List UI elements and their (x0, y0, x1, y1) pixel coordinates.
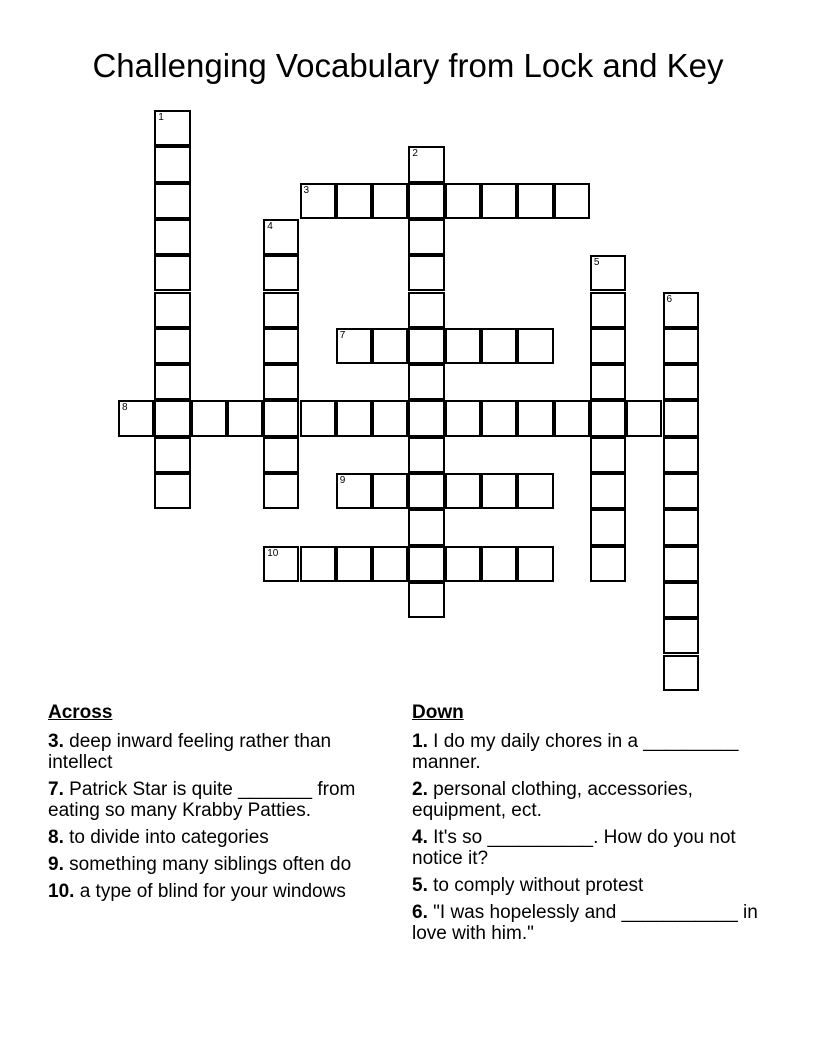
down-clue-4 (412, 827, 762, 869)
grid-cell[interactable] (263, 437, 299, 473)
clue-text: something many siblings often do (69, 854, 352, 875)
grid-cell[interactable] (663, 364, 699, 400)
clue-text: "I was hopelessly and ___________ in love with him." (412, 902, 758, 944)
grid-cell[interactable] (300, 400, 336, 436)
grid-cell[interactable] (154, 183, 190, 219)
cell-number: 5 (593, 257, 600, 269)
cell-number: 6 (666, 293, 673, 305)
grid-cell[interactable] (154, 110, 190, 146)
clue-text: personal clothing, accessories, equipment, ect. (412, 779, 693, 821)
grid-cell[interactable] (408, 364, 444, 400)
grid-cell[interactable] (481, 473, 517, 509)
down-clue-2 (412, 779, 762, 821)
grid-cell[interactable] (408, 509, 444, 545)
grid-cell[interactable] (554, 183, 590, 219)
clue-number: 5. (412, 875, 428, 896)
grid-cell[interactable] (590, 400, 626, 436)
down-clue-1 (412, 731, 762, 773)
grid-cell[interactable] (517, 473, 553, 509)
grid-cell[interactable] (263, 546, 299, 582)
grid-cell[interactable] (590, 473, 626, 509)
grid-cell[interactable] (372, 400, 408, 436)
grid-cell[interactable] (517, 328, 553, 364)
grid-cell[interactable] (263, 255, 299, 291)
grid-cell[interactable] (372, 183, 408, 219)
clue-number: 4. (412, 827, 428, 848)
clue-text: deep inward feeling rather than intellect (48, 731, 332, 773)
grid-cell[interactable] (554, 400, 590, 436)
clue-number: 6. (412, 902, 428, 923)
grid-cell[interactable] (590, 364, 626, 400)
grid-cell[interactable] (300, 546, 336, 582)
grid-cell[interactable] (481, 183, 517, 219)
grid-cell[interactable] (408, 328, 444, 364)
down-clue-6 (412, 902, 762, 944)
clue-text: Patrick Star is quite _______ from eating so many Krabby Patties. (48, 779, 356, 821)
grid-cell[interactable] (590, 328, 626, 364)
across-clue-8 (48, 827, 393, 848)
grid-cell[interactable] (154, 255, 190, 291)
grid-cell[interactable] (445, 328, 481, 364)
grid-cell[interactable] (663, 400, 699, 436)
grid-cell[interactable] (590, 437, 626, 473)
cell-number: 2 (412, 148, 418, 160)
grid-cell[interactable] (263, 328, 299, 364)
clue-number: 8. (48, 827, 64, 848)
grid-cell[interactable] (663, 546, 699, 582)
grid-cell[interactable] (336, 473, 372, 509)
grid-cell[interactable] (263, 292, 299, 328)
grid-cell[interactable] (154, 473, 190, 509)
grid-cell[interactable] (408, 400, 444, 436)
across-clue-3 (48, 731, 393, 773)
grid-cell[interactable] (263, 473, 299, 509)
grid-cell[interactable] (408, 183, 444, 219)
grid-cell[interactable] (154, 364, 190, 400)
cell-number: 4 (267, 220, 273, 232)
grid-cell[interactable] (445, 183, 481, 219)
grid-cell[interactable] (408, 582, 444, 618)
grid-cell[interactable] (408, 437, 444, 473)
grid-cell[interactable] (336, 328, 372, 364)
cell-number: 3 (303, 184, 310, 196)
grid-cell[interactable] (663, 473, 699, 509)
clue-number: 7. (48, 779, 64, 800)
grid-cell[interactable] (663, 582, 699, 618)
across-clue-9 (48, 854, 393, 875)
down-clues (412, 701, 762, 950)
grid-cell[interactable] (154, 292, 190, 328)
grid-cell[interactable] (336, 400, 372, 436)
grid-cell[interactable] (663, 437, 699, 473)
cell-number: 1 (158, 112, 164, 123)
grid-cell[interactable] (663, 509, 699, 545)
grid-cell[interactable] (517, 183, 553, 219)
grid-cell[interactable] (663, 292, 699, 328)
cell-number: 9 (339, 475, 346, 486)
clue-number: 9. (48, 854, 64, 875)
cell-number: 8 (122, 402, 128, 414)
page-title: Challenging Vocabulary from Lock and Key (92, 47, 724, 84)
grid-cell[interactable] (590, 546, 626, 582)
grid-cell[interactable] (626, 400, 662, 436)
grid-cell[interactable] (408, 219, 444, 255)
grid-cell[interactable] (590, 292, 626, 328)
grid-cell[interactable] (481, 546, 517, 582)
clue-number: 1. (412, 731, 428, 752)
grid-cell[interactable] (300, 183, 336, 219)
grid-cell[interactable] (663, 618, 699, 654)
grid-cell[interactable] (154, 146, 190, 182)
grid-cell[interactable] (517, 546, 553, 582)
grid-cell[interactable] (408, 473, 444, 509)
across-clue-10 (48, 881, 393, 902)
clue-text: a type of blind for your windows (79, 881, 346, 902)
clue-text: I do my daily chores in a _________ manner. (412, 731, 739, 773)
grid-cell[interactable] (154, 437, 190, 473)
across-heading: Across (48, 702, 113, 723)
grid-cell[interactable] (154, 400, 190, 436)
grid-cell[interactable] (191, 400, 227, 436)
clue-number: 10. (48, 881, 75, 902)
cell-number: 7 (339, 329, 346, 341)
grid-cell[interactable] (445, 400, 481, 436)
grid-cell[interactable] (445, 473, 481, 509)
grid-cell[interactable] (517, 400, 553, 436)
grid-cell[interactable] (154, 328, 190, 364)
grid-cell[interactable] (445, 546, 481, 582)
across-clues (48, 701, 393, 908)
cell-number: 10 (267, 547, 279, 559)
grid-cell[interactable] (263, 400, 299, 436)
clue-number: 3. (48, 731, 64, 752)
grid-cell[interactable] (408, 255, 444, 291)
clue-text: to divide into categories (69, 827, 269, 848)
clue-text: to comply without protest (433, 875, 644, 896)
across-clue-7 (48, 779, 393, 821)
down-heading: Down (412, 702, 464, 723)
grid-cell[interactable] (372, 328, 408, 364)
grid-cell[interactable] (263, 219, 299, 255)
grid-cell[interactable] (118, 400, 154, 436)
grid-cell[interactable] (590, 509, 626, 545)
grid-cell[interactable] (408, 146, 444, 182)
grid-cell[interactable] (263, 364, 299, 400)
grid-cell[interactable] (336, 183, 372, 219)
grid-cell[interactable] (372, 473, 408, 509)
grid-cell[interactable] (336, 546, 372, 582)
grid-cell[interactable] (227, 400, 263, 436)
down-clue-5 (412, 875, 762, 896)
clue-number: 2. (412, 779, 428, 800)
grid-cell[interactable] (408, 292, 444, 328)
grid-cell[interactable] (663, 328, 699, 364)
clue-text: It's so __________. How do you not notice it? (412, 827, 736, 869)
grid-cell[interactable] (590, 255, 626, 291)
grid-cell[interactable] (408, 546, 444, 582)
grid-cell[interactable] (663, 655, 699, 691)
grid-cell[interactable] (372, 546, 408, 582)
grid-cell[interactable] (481, 328, 517, 364)
grid-cell[interactable] (154, 219, 190, 255)
grid-cell[interactable] (481, 400, 517, 436)
